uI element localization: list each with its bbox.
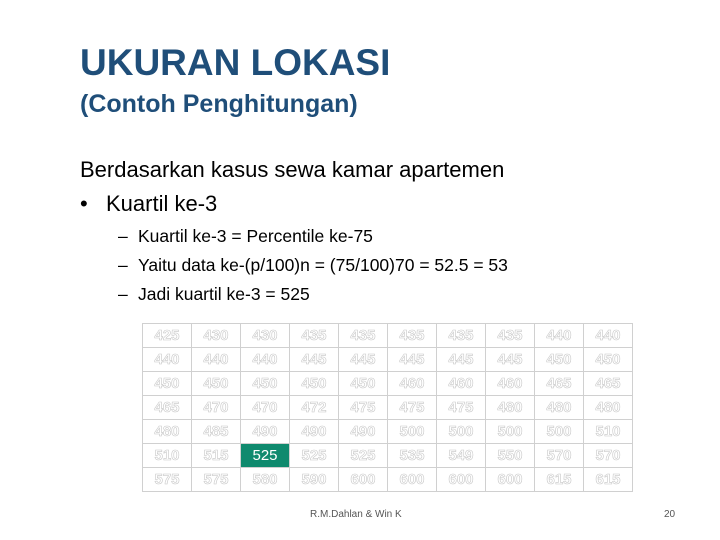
table-cell: 440: [143, 348, 192, 372]
sub-list-item: [118, 280, 508, 309]
table-cell: 450: [241, 372, 290, 396]
table-cell: 500: [486, 420, 535, 444]
table-row: [143, 324, 633, 348]
table-cell: 440: [192, 348, 241, 372]
table-cell: 500: [437, 420, 486, 444]
sub-list-item: [118, 222, 508, 251]
table-cell: 430: [192, 324, 241, 348]
table-cell: 549: [437, 444, 486, 468]
table-cell: 475: [388, 396, 437, 420]
table-cell: 500: [535, 420, 584, 444]
table-cell: 435: [339, 324, 388, 348]
table-cell: 480: [535, 396, 584, 420]
table-cell: 510: [143, 444, 192, 468]
table-cell: 465: [584, 372, 633, 396]
table-cell: 460: [437, 372, 486, 396]
table-cell: 490: [290, 420, 339, 444]
table-cell: 435: [437, 324, 486, 348]
table-cell: 450: [535, 348, 584, 372]
table-cell: 430: [241, 324, 290, 348]
bullet-text: Kuartil ke-3: [106, 191, 218, 216]
sub-list-item: [118, 251, 508, 280]
table-cell: 485: [192, 420, 241, 444]
table-cell: 525: [339, 444, 388, 468]
data-table: [142, 323, 633, 492]
dash-marker: –: [118, 284, 128, 304]
table-cell: 470: [192, 396, 241, 420]
table-row: [143, 348, 633, 372]
table-cell: 425: [143, 324, 192, 348]
table-cell: 445: [437, 348, 486, 372]
table-cell: 570: [535, 444, 584, 468]
table-cell: 472: [290, 396, 339, 420]
table-cell: 480: [143, 420, 192, 444]
table-cell: 450: [584, 348, 633, 372]
highlighted-cell: 525: [241, 444, 290, 468]
table-cell: 600: [437, 468, 486, 492]
table-cell: 480: [486, 396, 535, 420]
table-cell: 600: [339, 468, 388, 492]
slide-subtitle: (Contoh Penghitungan): [80, 90, 358, 118]
table-cell: 450: [290, 372, 339, 396]
intro-text: Berdasarkan kasus sewa kamar apartemen: [80, 157, 505, 182]
table-cell: 450: [143, 372, 192, 396]
table-cell: 465: [143, 396, 192, 420]
table-cell: 445: [290, 348, 339, 372]
dash-marker: –: [118, 226, 128, 246]
table-cell: 440: [584, 324, 633, 348]
table-cell: 460: [388, 372, 437, 396]
table-cell: 445: [486, 348, 535, 372]
table-cell: 460: [486, 372, 535, 396]
table-cell: 470: [241, 396, 290, 420]
table-row: [143, 468, 633, 492]
table-cell: 600: [388, 468, 437, 492]
table-cell: 475: [339, 396, 388, 420]
table-cell: 490: [241, 420, 290, 444]
table-cell: 435: [388, 324, 437, 348]
table-cell: 450: [192, 372, 241, 396]
sub-item-text: Yaitu data ke-(p/100)n = (75/100)70 = 52.5 = 53: [138, 255, 508, 275]
table-cell: 580: [241, 468, 290, 492]
table-cell: 440: [535, 324, 584, 348]
table-row: [143, 372, 633, 396]
sub-item-text: Kuartil ke-3 = Percentile ke-75: [138, 226, 373, 246]
sub-list: [118, 222, 508, 309]
table-cell: 535: [388, 444, 437, 468]
table-cell: 500: [388, 420, 437, 444]
table-cell: 490: [339, 420, 388, 444]
table-cell: 590: [290, 468, 339, 492]
table-cell: 615: [584, 468, 633, 492]
table-cell: 510: [584, 420, 633, 444]
table-row: [143, 396, 633, 420]
table-cell: 615: [535, 468, 584, 492]
table-cell: 435: [290, 324, 339, 348]
table-cell: 575: [143, 468, 192, 492]
table-cell: 465: [535, 372, 584, 396]
table-cell: 445: [388, 348, 437, 372]
page-number: 20: [664, 509, 676, 520]
table-cell: 600: [486, 468, 535, 492]
table-cell: 515: [192, 444, 241, 468]
table-cell: 435: [486, 324, 535, 348]
table-cell: 550: [486, 444, 535, 468]
footer-credit: R.M.Dahlan & Win K: [310, 509, 402, 520]
slide-title: UKURAN LOKASI: [80, 42, 391, 83]
table-row: [143, 444, 633, 468]
table-row: [143, 420, 633, 444]
bullet-item: [80, 190, 217, 218]
table-cell: 575: [192, 468, 241, 492]
dash-marker: –: [118, 255, 128, 275]
table-cell: 445: [339, 348, 388, 372]
table-cell: 525: [290, 444, 339, 468]
table-cell: 475: [437, 396, 486, 420]
bullet-marker: •: [80, 191, 88, 216]
table-cell: 450: [339, 372, 388, 396]
table-cell: 570: [584, 444, 633, 468]
table-cell: 440: [241, 348, 290, 372]
table-cell: 480: [584, 396, 633, 420]
sub-item-text: Jadi kuartil ke-3 = 525: [138, 284, 310, 304]
